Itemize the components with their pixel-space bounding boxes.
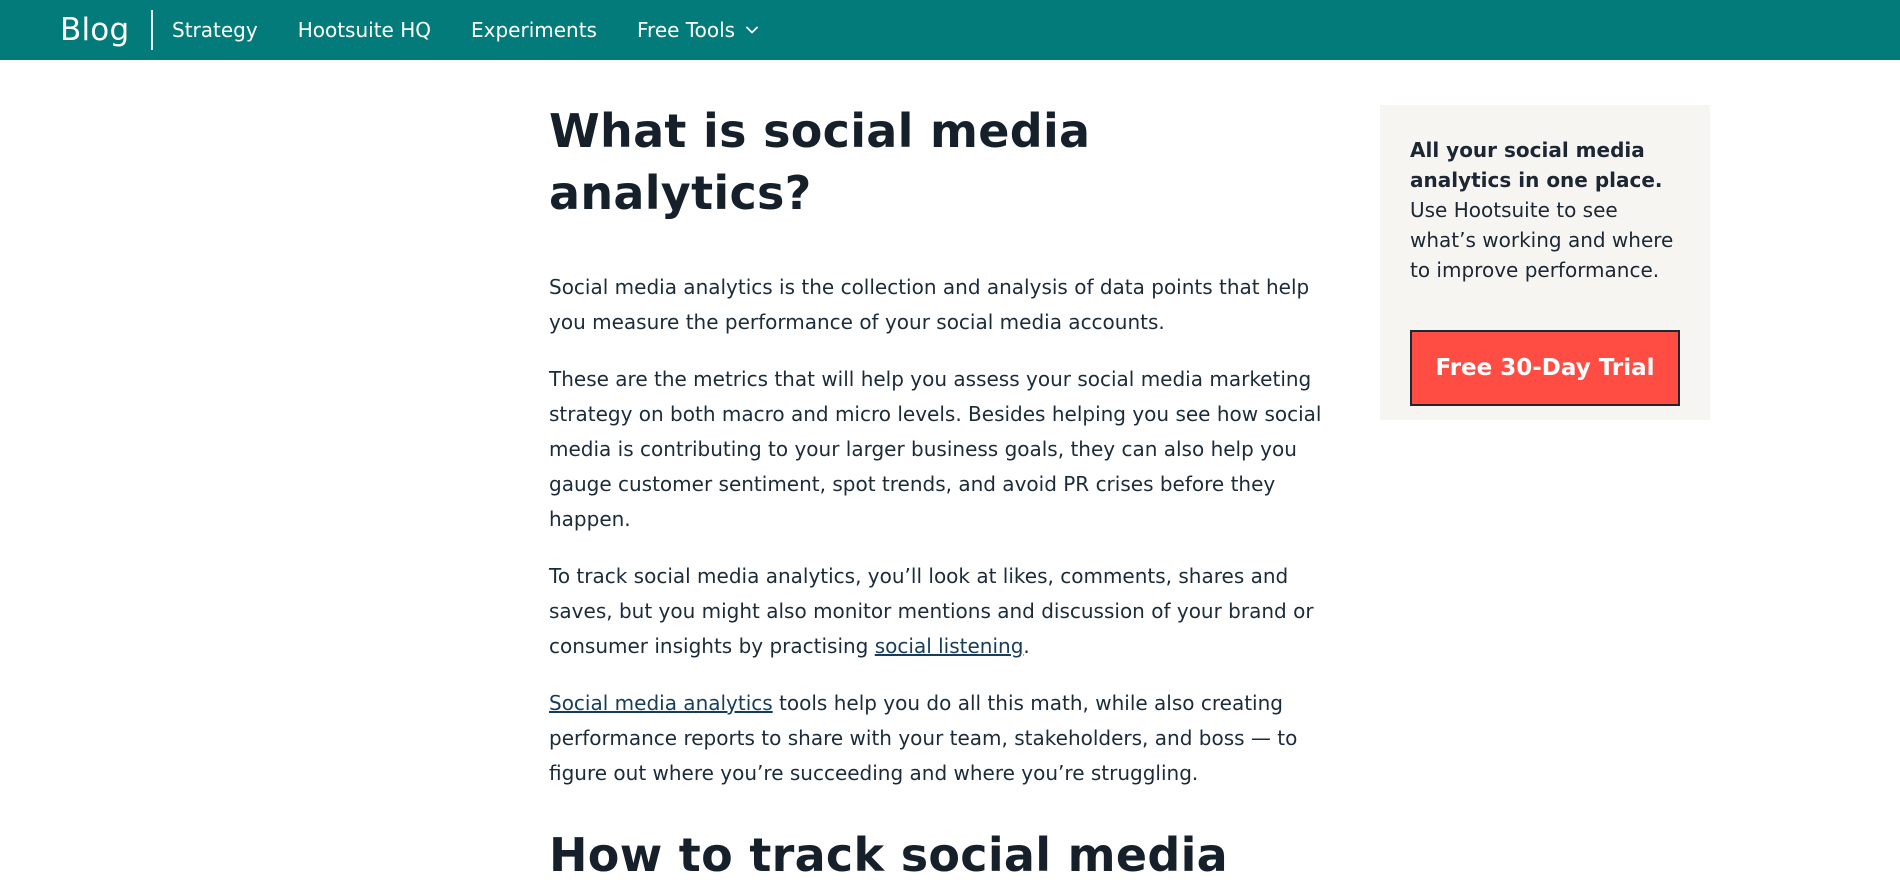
nav-item-hootsuite-hq[interactable]: Hootsuite HQ bbox=[297, 18, 431, 42]
paragraph-metrics: These are the metrics that will help you assess your social media marketing strategy on both macro and micro levels. Besides helping you see how social media is contributing to your larger business goals, they can also help you gauge customer sentiment, spot trends, and avoid PR crises before they happen. bbox=[549, 367, 1322, 531]
nav-item-free-tools[interactable] bbox=[637, 18, 759, 42]
nav-item-experiments[interactable]: Experiments bbox=[471, 18, 597, 42]
brand-divider bbox=[151, 10, 153, 50]
free-trial-button[interactable]: Free 30-Day Trial bbox=[1410, 330, 1680, 406]
paragraph-definition: Social media analytics is the collection and analysis of data points that help you measure the performance of your social media accounts. bbox=[549, 275, 1310, 334]
next-section-heading: How to track social media bbox=[549, 828, 1229, 882]
blog-logo-link[interactable]: Blog bbox=[60, 12, 130, 48]
main-nav bbox=[172, 0, 799, 60]
section-heading: What is social media analytics? bbox=[549, 104, 1091, 220]
paragraph-tracking-end: . bbox=[1023, 634, 1030, 658]
promo-body-text: Use Hootsuite to see what’s working and where to improve performance. bbox=[1410, 198, 1674, 282]
paragraph-tracking bbox=[549, 559, 1339, 664]
social-media-analytics-link[interactable]: Social media analytics bbox=[549, 691, 773, 715]
nav-item-free-tools-label: Free Tools bbox=[636, 18, 736, 42]
paragraph-tools bbox=[549, 686, 1339, 791]
sidebar-promo bbox=[1380, 105, 1710, 420]
promo-text bbox=[1410, 135, 1680, 285]
paragraph-tracking-text: To track social media analytics, you’ll look at likes, comments, shares and saves, but you might also monitor mentions and discussion of your brand or consumer insights by practising bbox=[549, 564, 1314, 658]
chevron-down-icon bbox=[745, 23, 759, 37]
top-navigation-bar bbox=[0, 0, 1900, 60]
article-body bbox=[549, 100, 1339, 791]
nav-item-strategy[interactable]: Strategy bbox=[172, 18, 258, 42]
social-listening-link[interactable]: social listening bbox=[874, 634, 1024, 658]
paragraph-tools-text: tools help you do all this math, while also creating performance reports to share with your team, stakeholders, and boss — to figure out where you’re succeeding and where you’re struggling. bbox=[549, 691, 1298, 785]
promo-bold-text: All your social media analytics in one place. bbox=[1410, 138, 1663, 192]
